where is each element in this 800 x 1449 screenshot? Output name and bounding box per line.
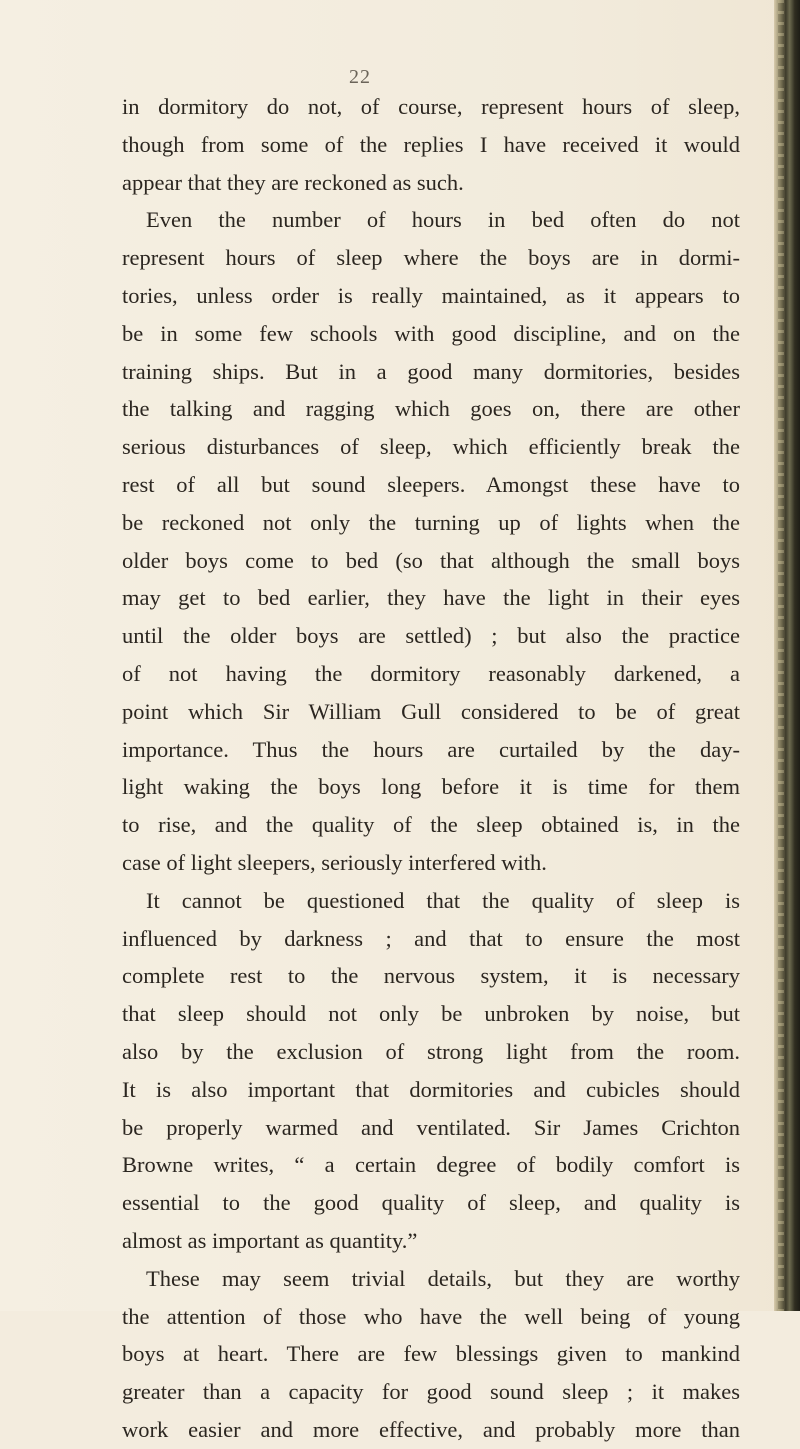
text-line: work easier and more effective, and probably more than	[122, 1416, 740, 1442]
text-line: the attention of those who have the well being of young	[122, 1303, 740, 1329]
text-line: be reckoned not only the turning up of lights when the	[122, 509, 740, 535]
text-line: importance. Thus the hours are curtailed by the day-	[122, 736, 740, 762]
text-line: point which Sir William Gull considered to be of great	[122, 698, 740, 724]
text-line: until the older boys are settled) ; but also the practice	[122, 623, 740, 649]
text-line: though from some of the replies I have received it would	[122, 131, 740, 157]
text-line: appear that they are reckoned as such.	[122, 169, 464, 195]
text-line: case of light sleepers, seriously interfered with.	[122, 849, 547, 875]
text-line: rest of all but sound sleepers. Amongst these have to	[122, 471, 740, 497]
text-line: Even the number of hours in bed often do not	[146, 207, 740, 233]
text-line: complete rest to the nervous system, it is necessary	[122, 963, 740, 989]
text-line: tories, unless order is really maintained, as it appears to	[122, 282, 740, 308]
text-line: light waking the boys long before it is time for them	[122, 774, 740, 800]
text-line: boys at heart. There are few blessings given to mankind	[122, 1341, 740, 1367]
text-line: may get to bed earlier, they have the light in their eyes	[122, 585, 740, 611]
text-line: serious disturbances of sleep, which efficiently break the	[122, 434, 740, 460]
text-line: that sleep should not only be unbroken by noise, but	[122, 1001, 740, 1027]
page-number: 22	[349, 66, 371, 88]
text-line: also by the exclusion of strong light from the room.	[122, 1038, 740, 1064]
text-line: greater than a capacity for good sound sleep ; it makes	[122, 1379, 740, 1405]
text-line: almost as important as quantity.”	[122, 1227, 418, 1253]
book-spine-edge	[774, 0, 800, 1311]
text-line: of not having the dormitory reasonably darkened, a	[122, 660, 740, 686]
text-line: be in some few schools with good discipline, and on the	[122, 320, 740, 346]
text-line: These may seem trivial details, but they are worthy	[146, 1265, 740, 1291]
text-line: Browne writes, “ a certain degree of bodily comfort is	[122, 1152, 740, 1178]
text-line: in dormitory do not, of course, represent hours of sleep,	[122, 94, 740, 119]
body-text	[122, 88, 740, 1449]
text-line: influenced by darkness ; and that to ensure the most	[122, 925, 740, 951]
text-line: represent hours of sleep where the boys are in dormi-	[122, 245, 740, 271]
text-line: the talking and ragging which goes on, there are other	[122, 396, 740, 422]
text-line: be properly warmed and ventilated. Sir James Crichton	[122, 1114, 740, 1140]
text-line: essential to the good quality of sleep, and quality is	[122, 1190, 740, 1216]
text-line: training ships. But in a good many dormitories, besides	[122, 358, 740, 384]
text-line: to rise, and the quality of the sleep obtained is, in the	[122, 812, 740, 838]
text-line: It cannot be questioned that the quality of sleep is	[146, 887, 740, 913]
text-line: older boys come to bed (so that although the small boys	[122, 547, 740, 573]
text-line: It is also important that dormitories and cubicles should	[122, 1076, 740, 1102]
